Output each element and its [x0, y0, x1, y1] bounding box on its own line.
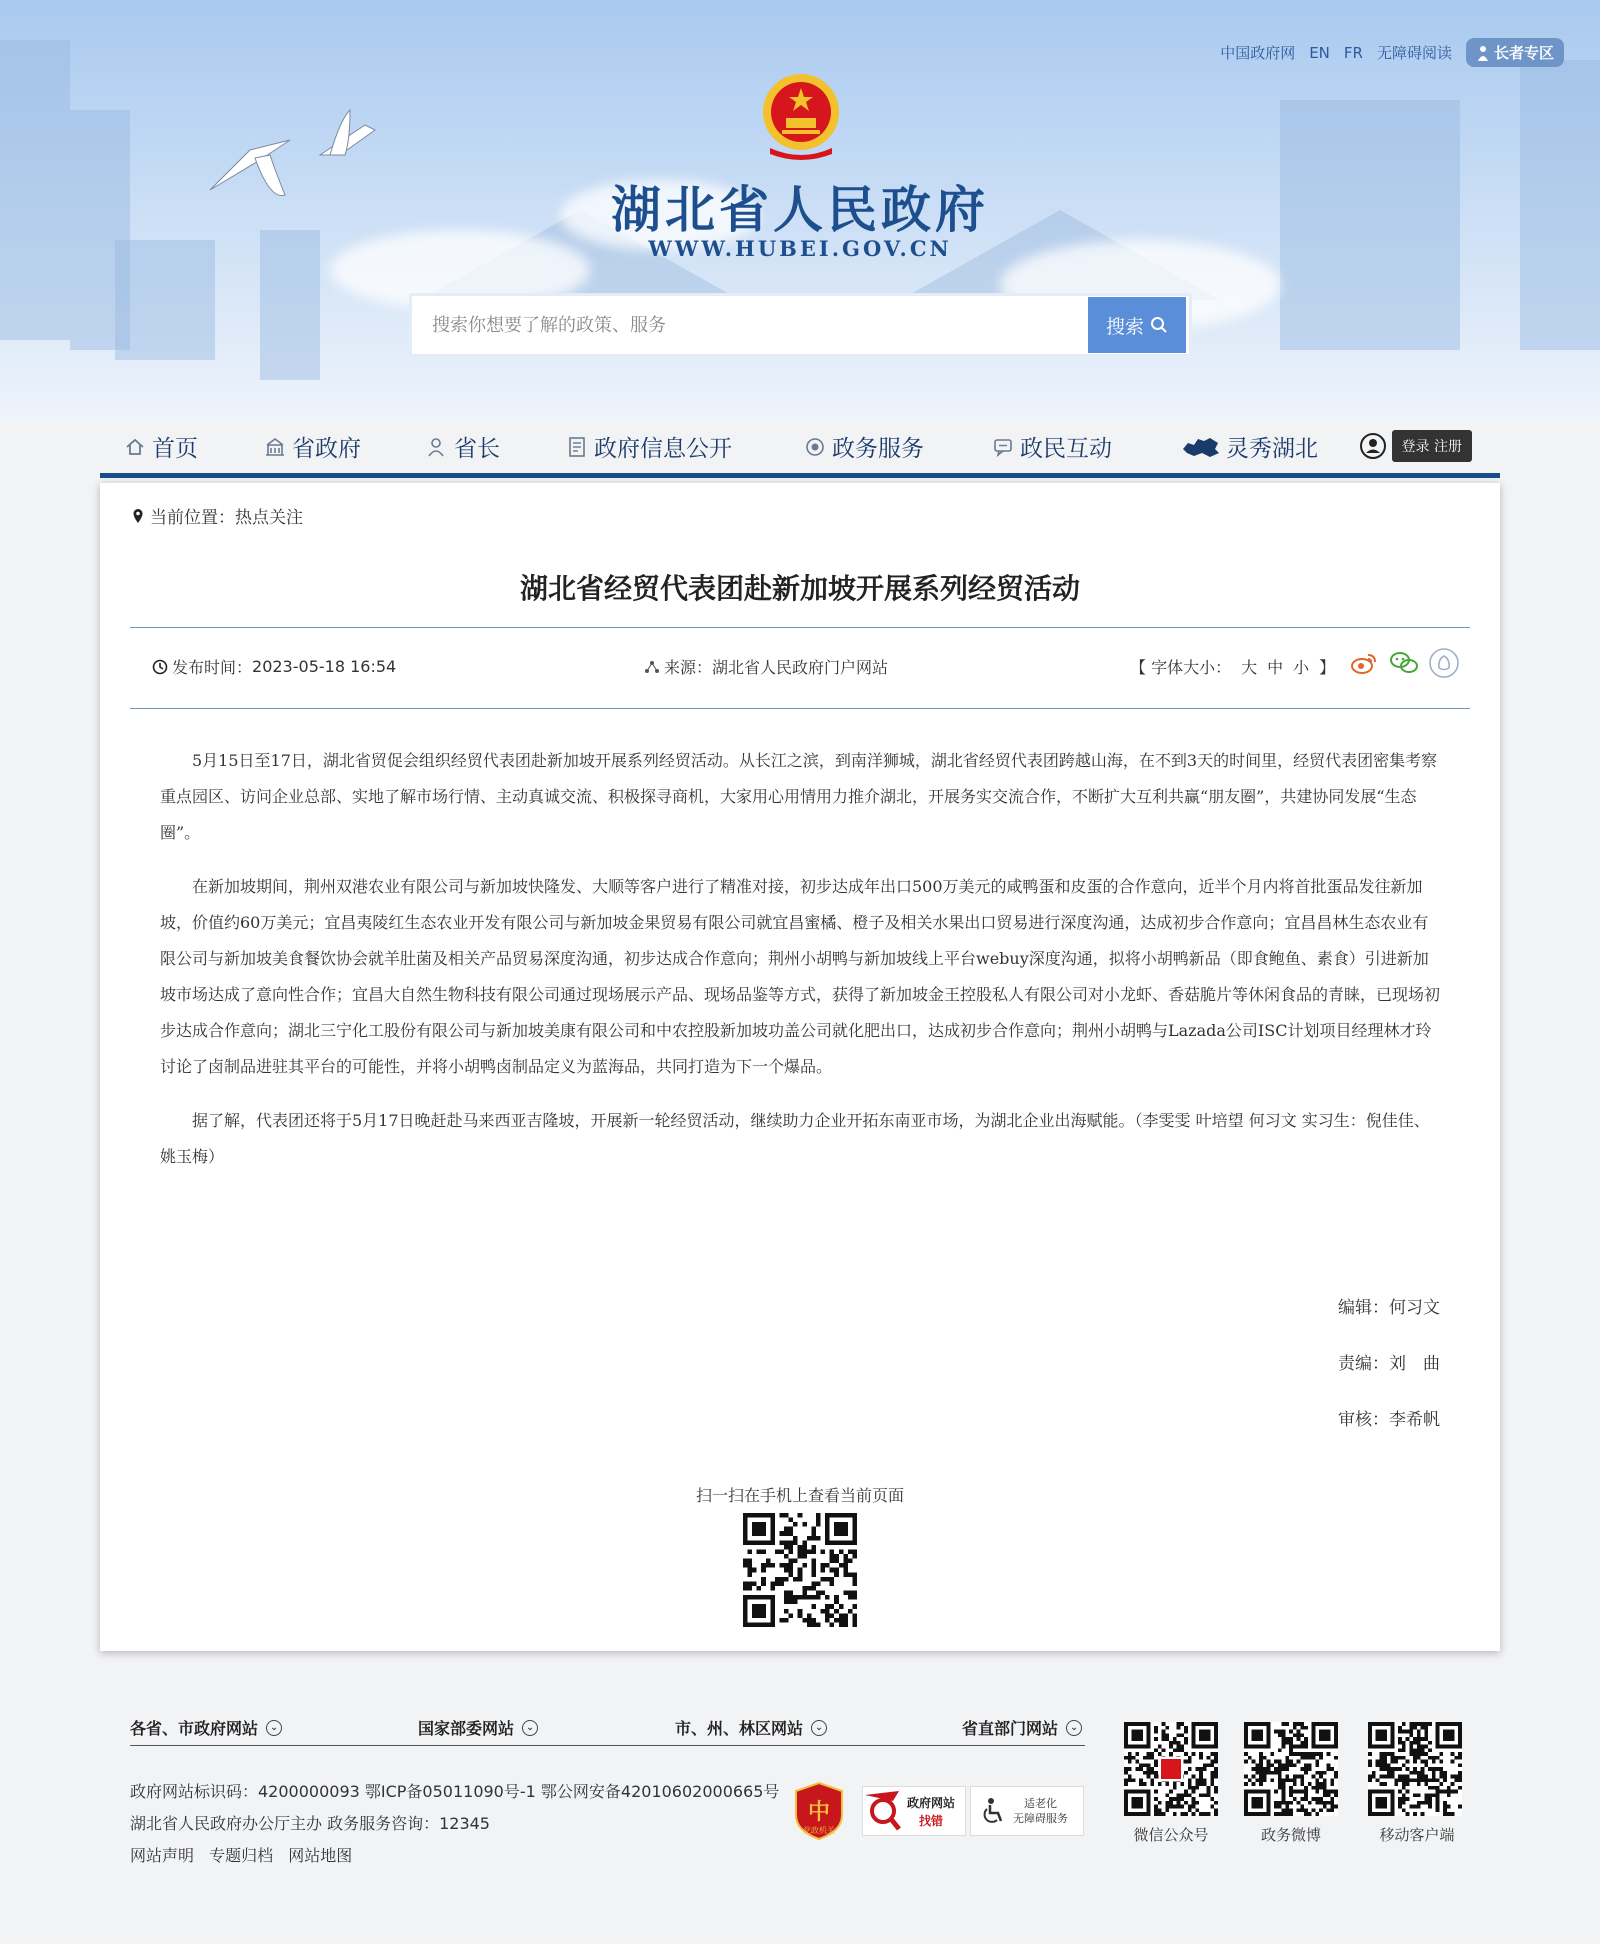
- clock-icon: [152, 659, 168, 675]
- chief-editor: 责编：刘 曲: [1338, 1354, 1440, 1374]
- nav-gov-info-label: 政府信息公开: [594, 436, 732, 462]
- skyline-pagoda: [260, 230, 320, 380]
- font-size-medium[interactable]: 中: [1267, 658, 1284, 677]
- site-host: 湖北省人民政府办公厅主办 政务服务咨询：12345: [130, 1814, 490, 1833]
- access-badge-bottom: 无障碍服务: [1013, 1812, 1068, 1825]
- chevron-down-icon: ⌄: [811, 1720, 827, 1736]
- nav-interaction[interactable]: [992, 430, 1112, 463]
- nav-province-gov[interactable]: [264, 430, 361, 463]
- chevron-down-icon: ⌄: [1066, 1720, 1082, 1736]
- title-divider: [130, 627, 1470, 628]
- chat-icon: [992, 436, 1014, 458]
- search-button[interactable]: [1088, 297, 1186, 353]
- app-qr-code: [1368, 1722, 1462, 1816]
- map-icon: [1182, 435, 1220, 459]
- department-sites-dropdown[interactable]: [962, 1716, 1082, 1739]
- home-icon: [124, 436, 146, 458]
- search-button-label: 搜索: [1105, 315, 1144, 338]
- elder-zone-label: 长者专区: [1493, 44, 1554, 62]
- party-badge-text: 党政机关: [803, 1826, 835, 1835]
- wheelchair-icon: [979, 1796, 1009, 1826]
- accessibility-service-badge[interactable]: [970, 1786, 1084, 1836]
- gov-cn-link[interactable]: 中国政府网: [1220, 44, 1296, 62]
- site-group-label: 各省、市政府网站: [130, 1719, 259, 1738]
- nav-home[interactable]: [124, 430, 198, 463]
- site-title: 湖北省人民政府: [611, 180, 989, 239]
- nav-governor-label: 省长: [454, 436, 500, 462]
- wechat-qr-label: 微信公众号: [1133, 1826, 1209, 1844]
- yellow-crane-tower: [1280, 100, 1460, 350]
- site-group-label: 市、州、林区网站: [675, 1719, 804, 1738]
- font-size-label: 【 字体大小：: [1130, 658, 1232, 677]
- user-avatar-icon: [1360, 433, 1386, 459]
- weibo-qr-label: 政务微博: [1260, 1826, 1321, 1844]
- top-links: [1220, 38, 1564, 67]
- search-input[interactable]: [412, 296, 1088, 354]
- french-link[interactable]: FR: [1343, 43, 1363, 62]
- login-area: [1360, 430, 1472, 462]
- location-pin-icon: [132, 508, 144, 524]
- app-qr-label: 移动客户端: [1379, 1826, 1455, 1844]
- breadcrumb: [132, 503, 303, 528]
- skyline-building: [0, 40, 70, 340]
- ministry-sites-dropdown[interactable]: [418, 1716, 538, 1739]
- share-buttons: [1348, 647, 1460, 679]
- article-title: 湖北省经贸代表团赴新加坡开展系列经贸活动: [519, 572, 1080, 605]
- topic-archive-link[interactable]: 专题归档: [209, 1846, 274, 1865]
- site-footer: [0, 1672, 1600, 1944]
- article-credits: [1338, 1293, 1440, 1461]
- document-icon: [566, 436, 588, 458]
- wechat-qr-code: [1124, 1722, 1218, 1816]
- site-statement-link[interactable]: 网站声明: [130, 1846, 195, 1865]
- article-source: [644, 655, 888, 678]
- source-value: 湖北省人民政府门户网站: [712, 658, 889, 677]
- article-meta: [130, 643, 1470, 691]
- service-icon: [804, 436, 826, 458]
- chevron-down-icon: ⌄: [266, 1720, 282, 1736]
- province-city-sites-dropdown[interactable]: [130, 1716, 282, 1739]
- weibo-share-icon[interactable]: [1348, 647, 1380, 679]
- source-icon: [644, 660, 660, 674]
- main-nav: [100, 418, 1500, 478]
- nav-interaction-label: 政民互动: [1020, 436, 1112, 462]
- english-link[interactable]: EN: [1309, 43, 1330, 62]
- breadcrumb-current[interactable]: 热点关注: [235, 508, 303, 528]
- nav-gov-info[interactable]: [566, 430, 732, 463]
- flying-crane-icon: [200, 100, 380, 210]
- login-register-button[interactable]: 登录 注册: [1392, 430, 1472, 462]
- publish-time-label: 发布时间：: [172, 658, 253, 677]
- article-paragraph: 据了解，代表团还将于5月17日晚赶赴马来西亚吉隆坡，开展新一轮经贸活动，继续助力企业开拓东南亚市场，为湖北企业出海赋能。（李雯雯 叶培望 何习文 实习生：倪佳佳、姚玉梅）: [160, 1111, 1430, 1166]
- prefecture-sites-dropdown[interactable]: [675, 1716, 827, 1739]
- breadcrumb-prefix: 当前位置：: [150, 508, 235, 528]
- meta-divider: [130, 708, 1470, 709]
- page-qr-code: [743, 1513, 857, 1627]
- person-icon: [426, 436, 448, 458]
- national-emblem-icon: [760, 70, 842, 160]
- nav-governor[interactable]: [426, 430, 500, 463]
- article-container: [100, 483, 1500, 1651]
- publish-time: [152, 655, 396, 678]
- article-body: [160, 743, 1440, 1193]
- party-gov-badge-icon[interactable]: [792, 1781, 846, 1841]
- article-paragraph: 5月15日至17日，湖北省贸促会组织经贸代表团赴新加坡开展系列经贸活动。从长江之滨，到南洋狮城，湖北省经贸代表团跨越山海，在不到3天的时间里，经贸代表团密集考察重点园区、访问企业总部、实地了解市场行情、主动真诚交流、积极探寻商机，大家用心用情用力推介湖北，开展务实交流合作，不断扩大互利共赢“朋友圈”，共建协同发展“生态圈”。: [160, 751, 1438, 842]
- error-badge-top: 政府网站: [906, 1796, 956, 1810]
- source-label: 来源：: [664, 658, 713, 677]
- footer-info: [130, 1776, 779, 1872]
- svg-text:中: 中: [807, 1799, 831, 1825]
- font-size-large[interactable]: 大: [1241, 658, 1258, 677]
- reviewer: 审核：李希帆: [1338, 1410, 1440, 1430]
- publish-time-value: 2023-05-18 16:54: [252, 657, 397, 676]
- article-paragraph: 在新加坡期间，荆州双港农业有限公司与新加坡快隆发、大顺等客户进行了精准对接，初步达成年出口500万美元的咸鸭蛋和皮蛋的合作意向，近半个月内将首批蛋品发往新加坡，价值约60万美元；宜昌夷陵红生态农业开发有限公司与新加坡金果贸易有限公司就宜昌蜜橘、橙子及相关水果出口贸易进行深度沟通，达成初步合作意向；宜昌昌林生态农业有限公司与新加坡美食餐饮协会就羊肚菌及相关产品贸易深度沟通，初步达成合作意向；荆州小胡鸭与新加坡线上平台webuy深度沟通，拟将小胡鸭新品（即食鲍鱼、素食）引进新加坡市场达成了意向性合作；宜昌大自然生物科技有限公司通过现场展示产品、现场品鉴等方式，获得了新加坡金王控股私人有限公司对小龙虾、香菇脆片等休闲食品的青睐，已现场初步达成合作意向；湖北三宁化工股份有限公司与新加坡美康有限公司和中农控股新加坡功盖公司就化肥出口，达成初步合作意向；荆州小胡鸭与Lazada公司ISC计划项目经理林才玲讨论了卤制品进驻其平台的可能性，并将小胡鸭卤制品定义为蓝海品，共同打造为下一个爆品。: [160, 877, 1441, 1076]
- nav-hubei[interactable]: [1182, 430, 1318, 463]
- elder-person-icon: [1476, 45, 1490, 61]
- site-registration: 政府网站标识码：4200000093 鄂ICP备05011090号-1 鄂公网安备42010602000665号: [130, 1782, 780, 1801]
- nav-province-gov-label: 省政府: [292, 436, 361, 462]
- search-bar: [409, 293, 1192, 357]
- building-icon: [264, 436, 286, 458]
- gov-site-error-report-badge[interactable]: [862, 1786, 966, 1836]
- qr-label: 扫一扫在手机上查看当前页面: [695, 1486, 904, 1505]
- site-group-links: [130, 1716, 1085, 1746]
- footer-nav-links: [130, 1840, 779, 1872]
- site-header: [0, 0, 1600, 420]
- nav-gov-service[interactable]: [804, 430, 924, 463]
- site-url: WWW.HUBEI.GOV.CN: [648, 236, 952, 261]
- site-group-label: 国家部委网站: [418, 1719, 515, 1738]
- sitemap-link[interactable]: 网站地图: [288, 1846, 353, 1865]
- access-badge-top: 适老化: [1024, 1797, 1057, 1810]
- editor: 编辑：何习文: [1338, 1298, 1440, 1318]
- error-report-icon: [863, 1787, 967, 1837]
- chevron-down-icon: ⌄: [522, 1720, 538, 1736]
- nav-hubei-label: 灵秀湖北: [1226, 436, 1318, 462]
- font-size-small[interactable]: 小: [1293, 658, 1310, 677]
- qq-share-icon[interactable]: [1428, 647, 1460, 679]
- nav-gov-service-label: 政务服务: [832, 436, 924, 462]
- font-size-close: 】: [1319, 658, 1336, 677]
- nav-home-label: 首页: [152, 436, 198, 462]
- skyline-building: [1520, 60, 1600, 350]
- search-icon: [1150, 316, 1168, 334]
- error-badge-bottom: 找错: [918, 1814, 944, 1828]
- wechat-share-icon[interactable]: [1388, 647, 1420, 679]
- accessible-reading-link[interactable]: 无障碍阅读: [1376, 44, 1452, 62]
- font-size-control: [1130, 655, 1335, 678]
- weibo-qr-code: [1244, 1722, 1338, 1816]
- site-group-label: 省直部门网站: [962, 1719, 1059, 1738]
- skyline-building: [115, 240, 215, 360]
- elder-zone-button[interactable]: [1466, 38, 1564, 67]
